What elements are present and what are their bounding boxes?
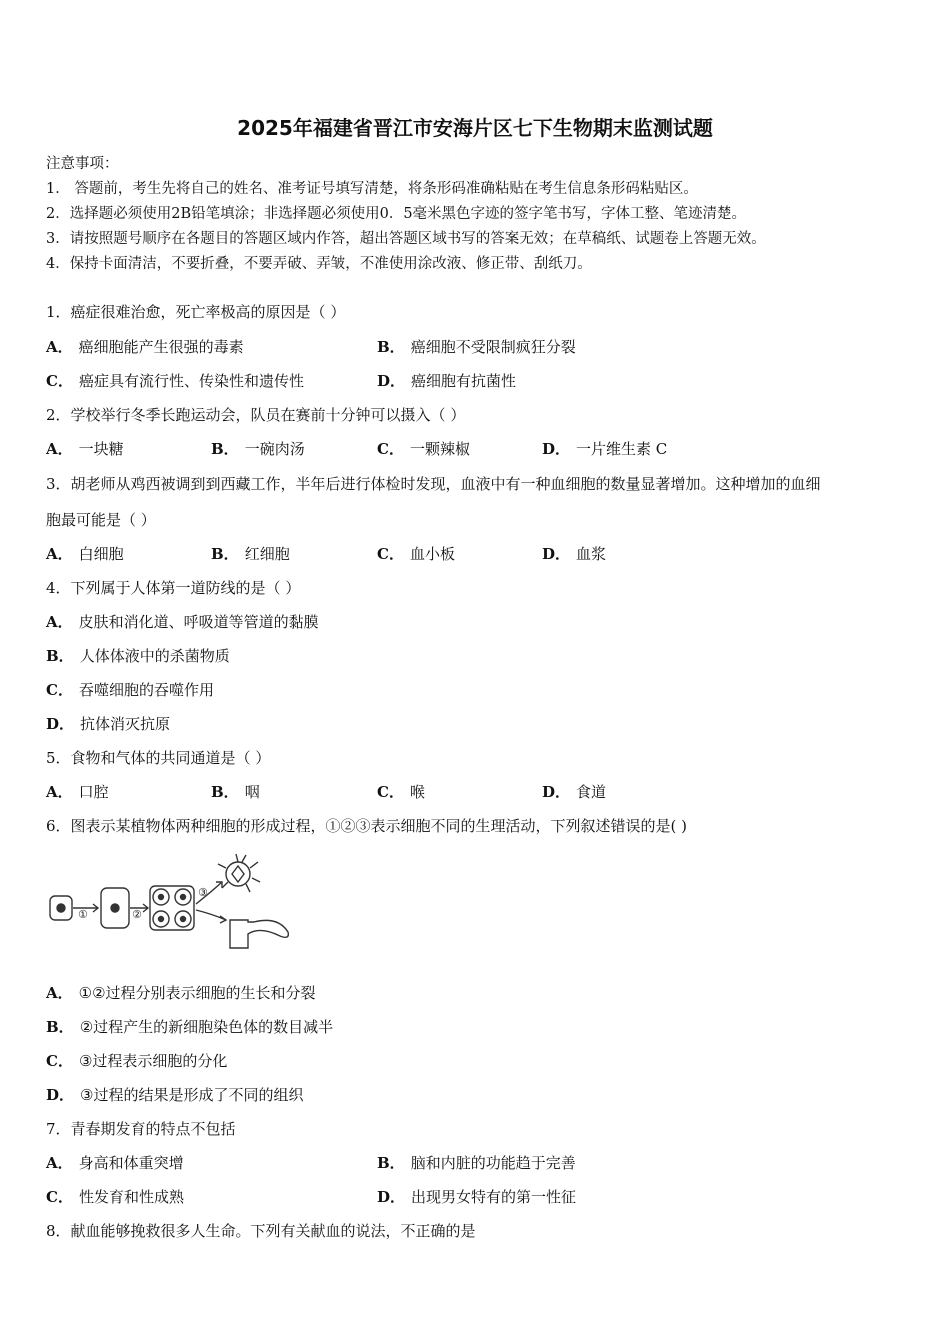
question-stem: 7．青春期发育的特点不包括 [46, 1120, 236, 1138]
option-a: A． 癌细胞能产生很强的毒素 [46, 338, 244, 356]
option-c: C． 癌症具有流行性、传染性和遗传性 [46, 372, 304, 390]
option-a: A． 白细胞 [46, 545, 124, 563]
option-d: D． 出现男女特有的第一性征 [377, 1188, 577, 1206]
option-a: A． 皮肤和消化道、呼吸道等管道的黏膜 [46, 613, 319, 631]
cell-nucleus [111, 904, 119, 912]
question-stem-continued: 胞最可能是（ ） [46, 511, 156, 529]
question-stem: 5．食物和气体的共同通道是（ ） [46, 749, 271, 767]
option-c: C． 血小板 [377, 545, 455, 563]
page-title: 2025年福建省晋江市安海片区七下生物期末监测试题 [237, 116, 713, 140]
question-stem: 4．下列属于人体第一道防线的是（ ） [46, 579, 301, 597]
question-stem: 3．胡老师从鸡西被调到到西藏工作，半年后进行体检时发现，血液中有一种血细胞的数量显著增加。这种增加的血细 [46, 475, 821, 493]
option-b: B． 癌细胞不受限制疯狂分裂 [377, 338, 576, 356]
notice-item: 4．保持卡面清洁，不要折叠，不要弄破、弄皱，不准使用涂改液、修正带、刮纸刀。 [46, 256, 592, 272]
option-c: C． 吞噬细胞的吞噬作用 [46, 681, 214, 699]
option-c: C． 一颗辣椒 [377, 440, 470, 458]
question-stem: 1．癌症很难治愈，死亡率极高的原因是（ ） [46, 303, 346, 321]
step-label-3: ③ [198, 886, 208, 899]
option-a: A． 身高和体重突增 [46, 1154, 184, 1172]
option-a: A． 一块糖 [46, 440, 124, 458]
option-d: D． 一片维生素 C [542, 440, 668, 458]
option-b: B． 一碗肉汤 [211, 440, 305, 458]
divided-cells [150, 886, 194, 930]
option-b: B． 脑和内脏的功能趋于完善 [377, 1154, 576, 1172]
cell-formation-diagram [46, 852, 296, 954]
option-d: D． ③过程的结果是形成了不同的组织 [46, 1086, 304, 1104]
option-a: A． ①②过程分别表示细胞的生长和分裂 [46, 984, 316, 1002]
option-b: B． 人体体液中的杀菌物质 [46, 647, 230, 665]
option-b: B． 红细胞 [211, 545, 290, 563]
option-b: B． ②过程产生的新细胞染色体的数目减半 [46, 1018, 334, 1036]
notice-item: 3．请按照题号顺序在各题目的答题区域内作答，超出答题区域书写的答案无效；在草稿纸、试题卷上答题无效。 [46, 231, 766, 247]
question-stem: 2．学校举行冬季长跑运动会，队员在赛前十分钟可以摄入（ ） [46, 406, 466, 424]
option-d: D． 抗体消灭抗原 [46, 715, 171, 733]
option-d: D． 癌细胞有抗菌性 [377, 372, 517, 390]
cell-nucleus [57, 904, 65, 912]
option-b: B． 咽 [211, 783, 260, 801]
option-a: A． 口腔 [46, 783, 109, 801]
option-c: C． ③过程表示细胞的分化 [46, 1052, 228, 1070]
option-c: C． 喉 [377, 783, 425, 801]
question-stem: 8．献血能够挽救很多人生命。下列有关献血的说法，不正确的是 [46, 1222, 476, 1240]
arrow-3-down [196, 910, 226, 920]
option-d: D． 食道 [542, 783, 607, 801]
elongated-cell [230, 920, 288, 948]
notice-item: 1． 答题前，考生先将自己的姓名、准考证号填写清楚，将条形码准确粘贴在考生信息条形码粘贴区。 [46, 181, 698, 197]
option-d: D． 血浆 [542, 545, 607, 563]
question-stem: 6．图表示某植物体两种细胞的形成过程，①②③表示细胞不同的生理活动，下列叙述错误的是( ) [46, 817, 688, 835]
step-label-2: ② [132, 908, 142, 921]
notice-item: 2．选择题必须使用2B铅笔填涂；非选择题必须使用0．5毫米黑色字迹的签字笔书写，字体工整、笔迹清楚。 [46, 206, 747, 222]
notice-heading: 注意事项： [46, 156, 119, 172]
step-label-1: ① [78, 908, 88, 921]
option-c: C． 性发育和性成熟 [46, 1188, 184, 1206]
